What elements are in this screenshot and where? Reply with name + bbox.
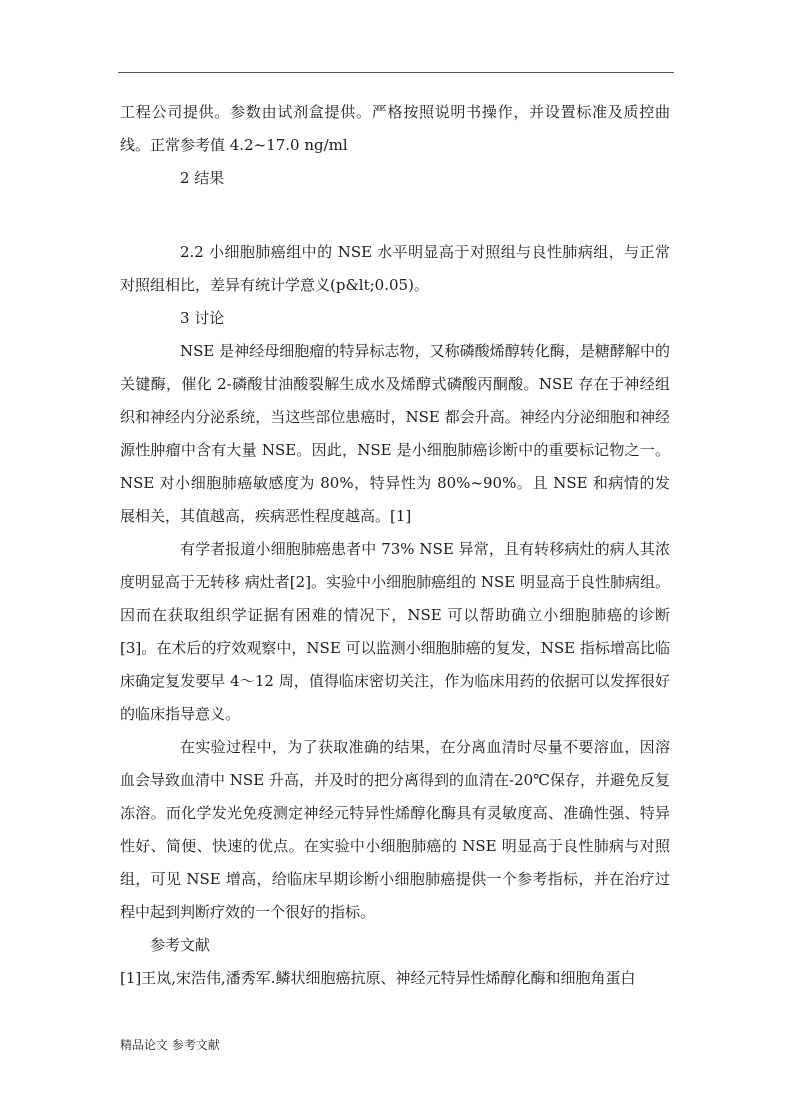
section-gap — [120, 195, 670, 236]
paragraph-discussion-1: NSE 是神经母细胞瘤的特异标志物，又称磷酸烯醇转化酶，是糖酵解中的关键酶，催化 2-磷酸甘油酸裂解生成水及烯醇式磷酸丙酮酸。NSE 存在于神经组织和神经内分泌系统，当这些部位患癌时，NSE 都会升高。神经内分泌细胞和神经源性肿瘤中含有大量 NSE。因此，NSE 是小细胞肺癌诊断中的重要标记物之一。NSE 对小细胞肺癌敏感度为 80%，特异性为 80%~90%。且 NSE 和病情的发展相关，其值越高，疾病恶性程度越高。[1] — [120, 342, 670, 525]
page-footer: 精品论文 参考文献 — [120, 1038, 220, 1052]
paragraph-discussion-2: 有学者报道小细胞肺癌患者中 73% NSE 异常，且有转移病灶的病人其浓度明显高于无转移 病灶者[2]。实验中小细胞肺癌组的 NSE 明显高于良性肺病组。因而在获取组织学证据有困难的情况下，NSE 可以帮助确立小细胞肺癌的诊断[3]。在术后的疗效观察中，NSE 可以监测小细胞肺癌的复发，NSE 指标增高比临床确定复发要早 4～12 周，值得临床密切关注，作为临床用药的依据可以发挥很好的临床指导意义。 — [120, 540, 670, 723]
heading-references: 参考文献 — [150, 936, 211, 954]
paragraph-discussion-3: 在实验过程中，为了获取准确的结果，在分离血清时尽量不要溶血，因溶血会导致血清中 NSE 升高，并及时的把分离得到的血清在-20℃保存，并避免反复冻溶。而化学发光免疫测定神经元特异性烯醇化酶具有灵敏度高、准确性强、特异性好、简便、快速的优点。在实验中小细胞肺癌的 NSE 明显高于良性肺病与对照组，可见 NSE 增高，给临床早期诊断小细胞肺癌提供一个参考指标，并在治疗过程中起到判断疗效的一个很好的指标。 — [120, 738, 670, 921]
reference-1: [1]王岚,宋浩伟,潘秀军.鳞状细胞癌抗原、神经元特异性烯醇化酶和细胞角蛋白 — [120, 969, 636, 987]
header-rule — [118, 72, 674, 73]
paragraph-intro: 工程公司提供。参数由试剂盒提供。严格按照说明书操作，并设置标准及质控曲线。正常参考值 4.2~17.0 ng/ml — [120, 103, 670, 154]
heading-discussion: 3 讨论 — [180, 309, 225, 327]
paragraph-results: 2.2 小细胞肺癌组中的 NSE 水平明显高于对照组与良性肺病组，与正常对照组相比，差异有统计学意义(p&lt;0.05)。 — [120, 243, 670, 294]
heading-results: 2 结果 — [180, 169, 225, 187]
document-body — [120, 96, 670, 995]
